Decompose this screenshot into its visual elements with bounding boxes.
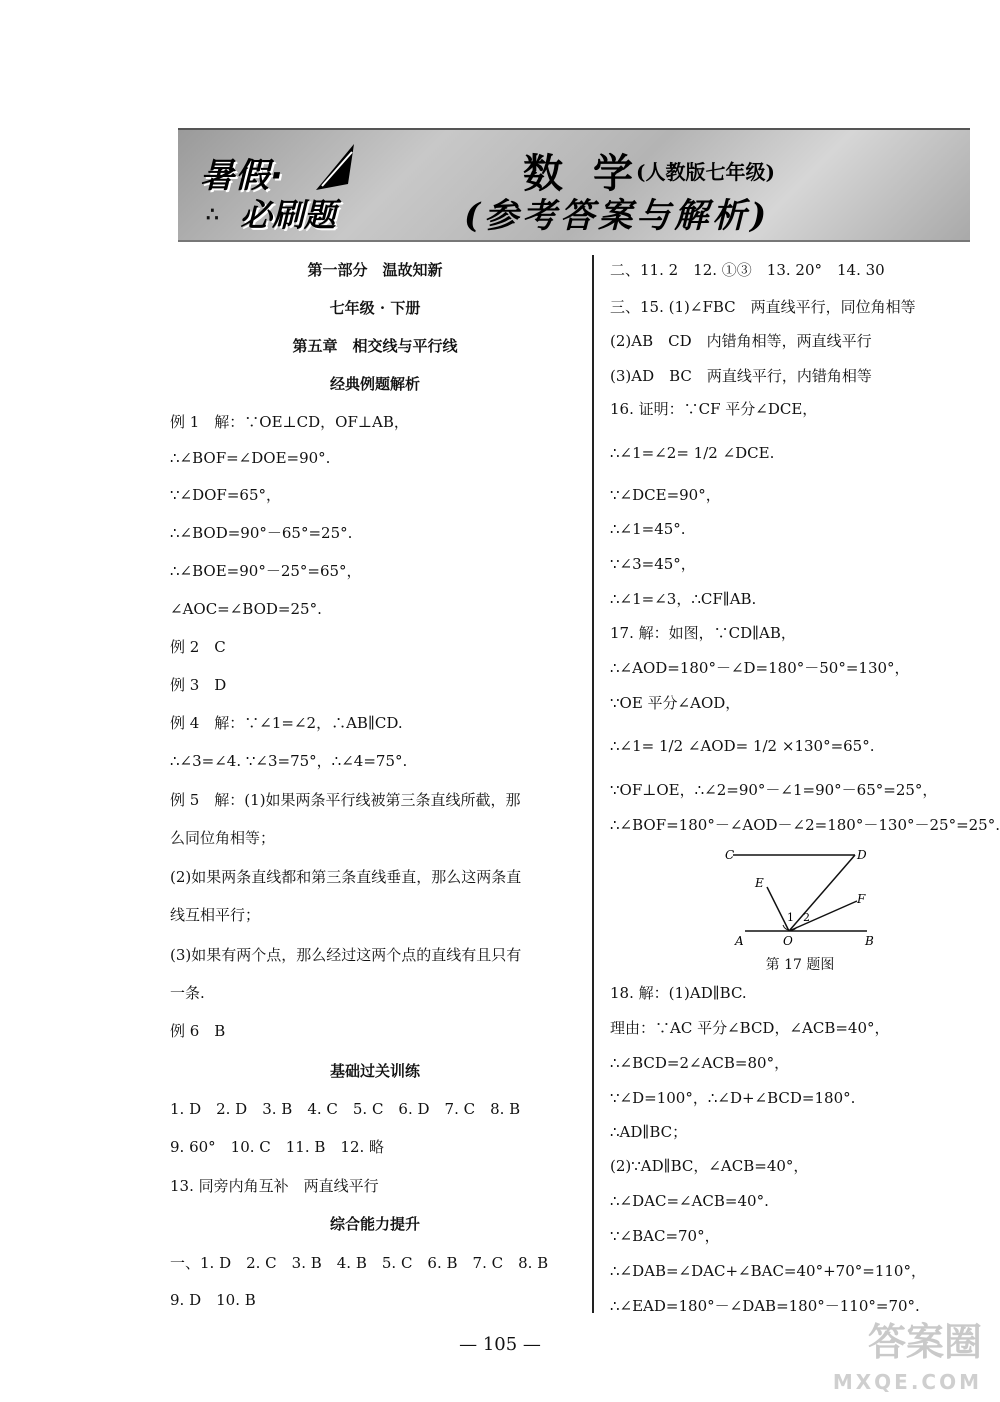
answer-line: (2)如果两条直线都和第三条直线垂直，那么这两条直 bbox=[170, 868, 522, 886]
answer-line: ∵∠DOF=65°， bbox=[170, 486, 281, 504]
answer-line: ∴∠BCD=2∠ACB=80°， bbox=[610, 1054, 790, 1072]
section-heading: 综合能力提升 bbox=[329, 1215, 420, 1233]
answer-line: ∴∠1=∠2= 1/2 ∠DCE. bbox=[610, 444, 775, 462]
watermark-text: 答案圈 bbox=[867, 1320, 982, 1364]
answer-line: ∴∠BOF=∠DOE=90°. bbox=[170, 449, 331, 467]
ray-oe bbox=[767, 887, 789, 931]
answer-line: (2)AB CD 内错角相等，两直线平行 bbox=[610, 332, 872, 350]
logo-dots: ∴ bbox=[206, 202, 219, 226]
answer-line: ∴∠BOF=180°－∠AOD－∠2=180°－130°－25°=25°. bbox=[610, 816, 1000, 834]
answer-line: ∴∠1=45°. bbox=[610, 520, 686, 538]
column-divider bbox=[592, 255, 594, 1313]
answer-line: ∵OE 平分∠AOD， bbox=[610, 694, 741, 712]
answer-line: 例 5 解：(1)如果两条平行线被第三条直线所截，那 bbox=[170, 791, 521, 809]
answer-line: ∵∠D=100°，∴∠D+∠BCD=180°. bbox=[610, 1089, 856, 1107]
section-heading: 基础过关训练 bbox=[329, 1062, 420, 1080]
logo-text-series: 必刷题 bbox=[240, 196, 337, 234]
answer-line: ∴∠3=∠4. ∵∠3=75°，∴∠4=75°. bbox=[170, 752, 408, 770]
answer-line: 1. D 2. D 3. B 4. C 5. C 6. D 7. C 8. B bbox=[170, 1100, 521, 1118]
section-heading: 第五章 相交线与平行线 bbox=[292, 337, 458, 355]
label-e: E bbox=[755, 876, 764, 890]
answer-line: ∵∠BAC=70°， bbox=[610, 1227, 720, 1245]
section-heading: 经典例题解析 bbox=[329, 375, 420, 393]
header-banner bbox=[178, 128, 970, 242]
answer-line: 例 1 解：∵OE⊥CD，OF⊥AB， bbox=[170, 413, 409, 431]
answer-line: (2)∵AD∥BC，∠ACB=40°， bbox=[610, 1157, 809, 1175]
answer-line: ∴∠1= 1/2 ∠AOD= 1/2 ×130°=65°. bbox=[610, 737, 875, 755]
answer-line: 例 6 B bbox=[170, 1022, 226, 1040]
answer-line: ∵∠3=45°， bbox=[610, 555, 696, 573]
subject-title: 数学 bbox=[523, 150, 663, 197]
figure-17-diagram bbox=[725, 845, 885, 955]
label-a: A bbox=[735, 934, 744, 948]
watermark bbox=[833, 1322, 982, 1402]
edition-label: (人教版七年级) bbox=[636, 160, 775, 184]
answer-line: 例 4 解：∵∠1=∠2，∴AB∥CD. bbox=[170, 714, 403, 732]
answer-line: 三、15. (1)∠FBC 两直线平行，同位角相等 bbox=[610, 298, 916, 316]
ray-od bbox=[789, 855, 855, 931]
answer-key-subtitle: (参考答案与解析) bbox=[464, 196, 771, 236]
label-o: O bbox=[783, 934, 793, 948]
answer-line: 一条. bbox=[170, 984, 205, 1002]
ray-of bbox=[789, 901, 857, 931]
section-heading: 第一部分 温故知新 bbox=[307, 261, 443, 279]
answer-line: 9. 60° 10. C 11. B 12. 略 bbox=[170, 1138, 385, 1156]
answer-line: 16. 证明：∵CF 平分∠DCE， bbox=[610, 400, 818, 418]
answer-line: 二、11. 2 12. ①③ 13. 20° 14. 30 bbox=[610, 261, 885, 279]
answer-line: ∵∠DCE=90°， bbox=[610, 486, 721, 504]
book-logo bbox=[196, 140, 356, 234]
answer-line: 18. 解：(1)AD∥BC. bbox=[610, 984, 747, 1002]
label-angle-2: 2 bbox=[803, 911, 810, 924]
logo-text-summer: 暑假· bbox=[200, 156, 284, 196]
label-c: C bbox=[725, 848, 735, 862]
figure-17-caption: 第 17 题图 bbox=[765, 957, 835, 973]
answer-line: 一、1. D 2. C 3. B 4. B 5. C 6. B 7. C 8. B bbox=[170, 1254, 549, 1272]
answer-line: 例 2 C bbox=[170, 638, 226, 656]
label-d: D bbox=[857, 848, 867, 862]
answer-line: ∴∠EAD=180°－∠DAB=180°－110°=70°. bbox=[610, 1297, 920, 1315]
answer-line: ∴∠BOE=90°－25°=65°， bbox=[170, 562, 362, 580]
answer-line: ∴∠1=∠3，∴CF∥AB. bbox=[610, 590, 757, 608]
answer-line: (3)如果有两个点，那么经过这两个点的直线有且只有 bbox=[170, 946, 522, 964]
answer-line: 13. 同旁内角互补 两直线平行 bbox=[170, 1177, 379, 1195]
answer-line: ∴∠DAC=∠ACB=40°. bbox=[610, 1192, 769, 1210]
answer-line: 么同位角相等； bbox=[170, 829, 276, 847]
label-b: B bbox=[865, 934, 874, 948]
answer-line: 17. 解：如图，∵CD∥AB， bbox=[610, 624, 796, 642]
watermark-url: MXQE.COM bbox=[832, 1370, 982, 1394]
answer-line: ∵OF⊥OE，∴∠2=90°－∠1=90°－65°=25°， bbox=[610, 781, 938, 799]
label-f: F bbox=[857, 892, 866, 906]
answer-line: ∠AOC=∠BOD=25°. bbox=[170, 600, 322, 618]
answer-line: ∴AD∥BC； bbox=[610, 1123, 688, 1141]
answer-line: 线互相平行； bbox=[170, 906, 261, 924]
answer-line: 9. D 10. B bbox=[170, 1291, 256, 1309]
answer-line: ∴∠BOD=90°－65°=25°. bbox=[170, 524, 353, 542]
page-number: — 105 — bbox=[459, 1334, 541, 1355]
answer-line: ∴∠DAB=∠DAC+∠BAC=40°+70°=110°， bbox=[610, 1262, 926, 1280]
label-angle-1: 1 bbox=[787, 911, 794, 924]
section-heading: 七年级 · 下册 bbox=[329, 299, 421, 317]
answer-line: 例 3 D bbox=[170, 676, 227, 694]
answer-line: (3)AD BC 两直线平行，内错角相等 bbox=[610, 367, 872, 385]
answer-line: 理由：∵AC 平分∠BCD，∠ACB=40°， bbox=[610, 1019, 890, 1037]
answer-line: ∴∠AOD=180°－∠D=180°－50°=130°， bbox=[610, 659, 910, 677]
